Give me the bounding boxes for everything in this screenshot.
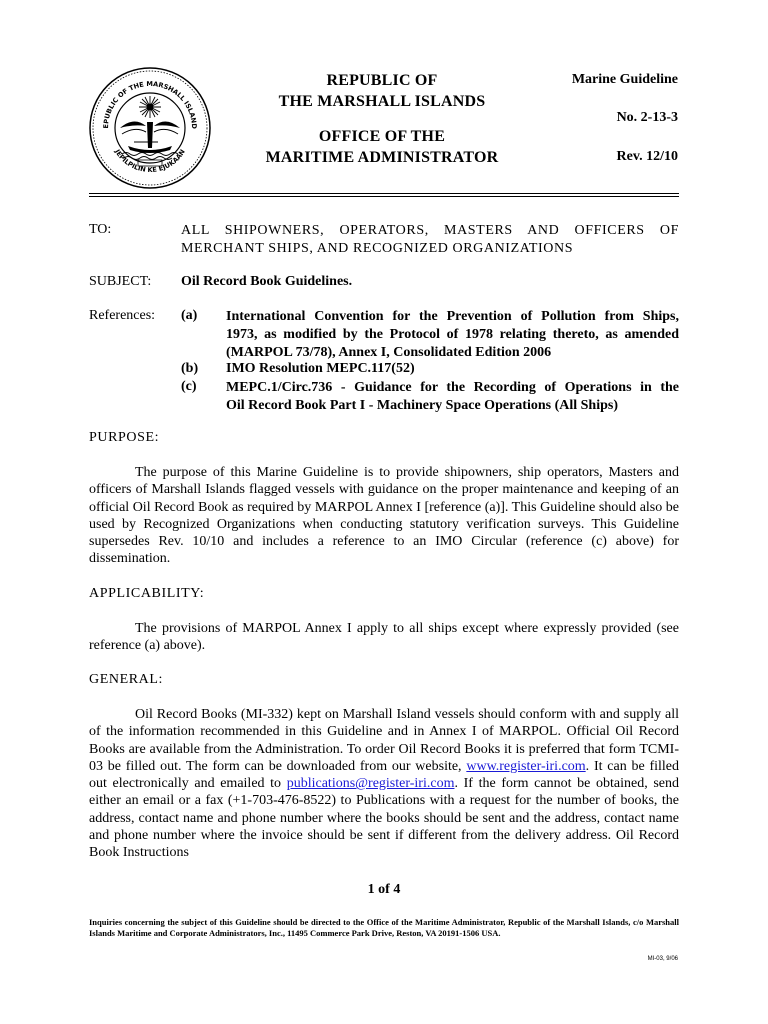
reference-a-tag: (a) bbox=[181, 308, 198, 323]
header-rule-top bbox=[89, 193, 679, 194]
applicability-heading: APPLICABILITY: bbox=[89, 586, 205, 601]
general-text-part2: . It can be filled out electronically and emailed to bbox=[89, 758, 679, 792]
reference-c-line1: MEPC.1/Circ.736 - Guidance for the Recording of Operations in the bbox=[226, 380, 679, 395]
reference-c-tag: (c) bbox=[181, 379, 197, 394]
page-number: 1 of 4 bbox=[367, 882, 401, 897]
seal-emblem bbox=[88, 66, 212, 190]
footer-inquiries: Inquiries concerning the subject of this Guideline should be directed to the Office of the Maritime Administrator, Republic of the Marshall Islands, c/o Marshall Islands Maritime and Corporate Administrators, Inc., 11495 Commerce Park Drive, Reston, VA 20191-1506 USA. bbox=[89, 917, 679, 938]
seal-bottom-text: JEPILPILIN KE EJUKAAN bbox=[113, 148, 187, 175]
to-line1: ALL SHIPOWNERS, OPERATORS, MASTERS AND OFFICERS OF bbox=[181, 223, 679, 238]
country-name-line1: REPUBLIC OF bbox=[326, 72, 438, 89]
office-name-line1: OFFICE OF THE bbox=[318, 128, 446, 145]
general-text-part3: . If the form cannot be obtained, send either an email or a fax (+1-703-476-8522) to Publications with a request for the number of books, the address, contact name and phone number where the books should be sent and the address, contact name and phone number where the invoice should be sent if different from the delivery address. Oil Record Book Instructions bbox=[89, 776, 680, 861]
country-name-line2: THE MARSHALL ISLANDS bbox=[278, 93, 486, 110]
general-text-part1: Oil Record Books (MI-332) kept on Marshall Island vessels should conform with and supply all of the information recommended in this Guideline and in Annex I of MARPOL. Official Oil Record Books are available from the Administration. To order Oil Record Books it is preferred that form TCMI-03 be filled out. The form can be downloaded from our website, bbox=[89, 707, 679, 774]
reference-b-line1: IMO Resolution MEPC.117(52) bbox=[226, 361, 415, 376]
reference-a-line1: International Convention for the Prevention of Pollution from Ships, bbox=[226, 309, 679, 324]
seal-top-text: EPUBLIC OF THE MARSHALL ISLAND bbox=[101, 79, 199, 130]
form-code: MI-03, 9/06 bbox=[647, 956, 678, 962]
purpose-paragraph: The purpose of this Marine Guideline is to provide shipowners, ship operators, Masters and officers of Marshall Islands flagged vessels with guidance on the proper maintenance and keeping of an official Oil Record Book as required by MARPOL Annex I [reference (a)]. This Guideline should also be used by Recognized Organizations when conducting statutory verification surveys. This Guideline supersedes Rev. 10/10 and includes a reference to an IMO Circular (reference (c) above) for dissemination. bbox=[89, 465, 679, 567]
svg-text:REPUBLIC OF THE MARSHALL ISLAN bbox=[88, 66, 198, 130]
reference-c-line2: Oil Record Book Part I - Machinery Space Operations (All Ships) bbox=[226, 398, 618, 413]
reference-a-line3: (MARPOL 73/78), Annex I, Consolidated Edition 2006 bbox=[226, 345, 552, 360]
general-heading: GENERAL: bbox=[89, 672, 164, 687]
purpose-heading: PURPOSE: bbox=[89, 430, 160, 445]
subject-label: SUBJECT: bbox=[89, 274, 152, 289]
subject-text: Oil Record Book Guidelines. bbox=[181, 274, 353, 289]
reference-a-line2: 1973, as modified by the Protocol of 1978 relating thereto, as amended bbox=[226, 327, 679, 342]
seal-icon bbox=[88, 66, 212, 190]
doc-number: No. 2-13-3 bbox=[616, 110, 678, 125]
to-line2: MERCHANT SHIPS, AND RECOGNIZED ORGANIZATIONS bbox=[181, 240, 574, 256]
website-link[interactable]: www.register-iri.com bbox=[466, 758, 586, 774]
doc-revision: Rev. 12/10 bbox=[616, 149, 678, 164]
doc-type: Marine Guideline bbox=[571, 72, 678, 87]
applicability-paragraph: The provisions of MARPOL Annex I apply to all ships except where expressly provided (see reference (a) above). bbox=[89, 621, 679, 654]
email-link[interactable]: publications@register-iri.com bbox=[286, 776, 455, 792]
references-label: References: bbox=[89, 308, 156, 323]
to-label: TO: bbox=[89, 222, 112, 237]
general-paragraph bbox=[89, 706, 679, 862]
reference-b-tag: (b) bbox=[181, 361, 199, 376]
office-name-line2: MARITIME ADMINISTRATOR bbox=[265, 149, 499, 166]
header-rule-bottom bbox=[89, 196, 679, 197]
